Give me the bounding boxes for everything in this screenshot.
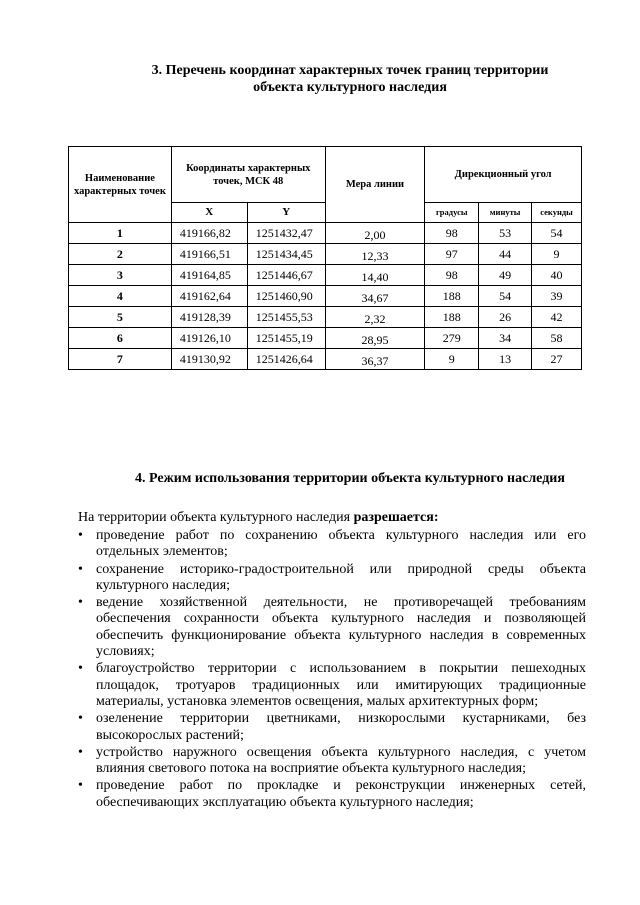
cell-point-number: 7: [69, 349, 172, 370]
cell-x: 419164,85: [171, 265, 247, 286]
cell-degrees: 188: [425, 307, 479, 328]
cell-minutes: 54: [479, 286, 532, 307]
cell-minutes: 49: [479, 265, 532, 286]
header-minutes: минуты: [479, 203, 532, 223]
cell-seconds: 42: [532, 307, 582, 328]
table-row: [69, 349, 582, 370]
cell-x: 419162,64: [171, 286, 247, 307]
intro-text: На территории объекта культурного наследия: [78, 510, 354, 525]
table-body: [69, 223, 582, 370]
header-direction: Дирекционный угол: [425, 147, 582, 203]
cell-seconds: 39: [532, 286, 582, 307]
bullet-icon: •: [78, 561, 83, 577]
cell-point-number: 1: [69, 223, 172, 244]
bullet-icon: •: [78, 744, 83, 760]
list-item: [78, 528, 586, 561]
cell-degrees: 97: [425, 244, 479, 265]
header-coords: Координаты характерных точек, МСК 48: [171, 147, 325, 203]
header-measure: Мера линии: [325, 147, 425, 223]
table-row: [69, 244, 582, 265]
cell-measure: 2,32: [325, 307, 425, 328]
header-degrees: градусы: [425, 203, 479, 223]
cell-y: 1251455,19: [247, 328, 325, 349]
section-3-title-line2: объекта культурного наследия: [253, 80, 447, 95]
cell-y: 1251455,53: [247, 307, 325, 328]
cell-minutes: 44: [479, 244, 532, 265]
coordinates-table: [68, 146, 582, 370]
list-item: [78, 562, 586, 595]
list-item: [78, 711, 586, 744]
section-4-title: 4. Режим использования территории объекта культурного наследия: [135, 471, 565, 486]
header-point-name: Наименование характерных точек: [69, 147, 172, 223]
table-row: [69, 307, 582, 328]
list-item: [78, 661, 586, 710]
bullet-icon: •: [78, 528, 83, 543]
table-row: [69, 223, 582, 244]
cell-point-number: 5: [69, 307, 172, 328]
list-item-text: озеленение территории цветниками, низкорослыми кустарниками, без высокорослых растений;: [96, 711, 586, 743]
cell-measure: 14,40: [325, 265, 425, 286]
cell-degrees: 279: [425, 328, 479, 349]
list-item: [78, 595, 586, 660]
list-item-text: проведение работ по прокладке и реконструкции инженерных сетей, обеспечивающих эксплуатацию объекта культурного наследия;: [96, 778, 586, 810]
cell-degrees: 188: [425, 286, 479, 307]
list-item-text: ведение хозяйственной деятельности, не противоречащей требованиям обеспечения сохранности объекта культурного наследия и позволяющей обеспечить функционирование объекта культурного наследия в современных условиях;: [96, 595, 586, 660]
bullet-icon: •: [78, 778, 83, 794]
table-row: [69, 328, 582, 349]
cell-seconds: 27: [532, 349, 582, 370]
cell-degrees: 98: [425, 223, 479, 244]
cell-point-number: 2: [69, 244, 172, 265]
cell-point-number: 4: [69, 286, 172, 307]
bullet-icon: •: [78, 711, 83, 727]
cell-minutes: 53: [479, 223, 532, 244]
list-item: [78, 778, 586, 811]
header-y: Y: [247, 203, 325, 223]
cell-y: 1251460,90: [247, 286, 325, 307]
cell-minutes: 13: [479, 349, 532, 370]
cell-degrees: 98: [425, 265, 479, 286]
cell-measure: 28,95: [325, 328, 425, 349]
cell-seconds: 54: [532, 223, 582, 244]
header-x: X: [171, 203, 247, 223]
cell-seconds: 58: [532, 328, 582, 349]
cell-measure: 36,37: [325, 349, 425, 370]
cell-x: 419128,39: [171, 307, 247, 328]
list-item-text: проведение работ по сохранению объекта культурного наследия или его отдельных элементов;: [96, 528, 586, 560]
list-item-text: устройство наружного освещения объекта культурного наследия, с учетом влияния светового потока на восприятие объекта культурного наследия;: [96, 744, 586, 777]
cell-measure: 34,67: [325, 286, 425, 307]
cell-y: 1251434,45: [247, 244, 325, 265]
cell-x: 419166,51: [171, 244, 247, 265]
cell-minutes: 26: [479, 307, 532, 328]
header-seconds: секунды: [532, 203, 582, 223]
list-item-text: сохранение историко-градостроительной или природной среды объекта культурного наследия;: [96, 561, 586, 593]
bullet-icon: •: [78, 595, 83, 611]
cell-y: 1251432,47: [247, 223, 325, 244]
cell-y: 1251426,64: [247, 349, 325, 370]
cell-measure: 2,00: [325, 223, 425, 244]
table-row: [69, 286, 582, 307]
cell-y: 1251446,67: [247, 265, 325, 286]
section-3-title-line1: 3. Перечень координат характерных точек границ территории: [151, 63, 549, 78]
cell-seconds: 9: [532, 244, 582, 265]
rules-list: [78, 528, 586, 812]
cell-seconds: 40: [532, 265, 582, 286]
table-row: [69, 265, 582, 286]
cell-x: 419166,82: [171, 223, 247, 244]
cell-point-number: 6: [69, 328, 172, 349]
list-item-text: благоустройство территории с использованием в покрытии пешеходных площадок, тротуаров традиционных или имитирующих традиционные материалы, установка элементов освещения, малых архитектурных форм;: [96, 661, 586, 709]
cell-point-number: 3: [69, 265, 172, 286]
section-3-title: [100, 62, 600, 96]
cell-x: 419126,10: [171, 328, 247, 349]
cell-x: 419130,92: [171, 349, 247, 370]
cell-degrees: 9: [425, 349, 479, 370]
intro-bold: разрешается:: [353, 510, 439, 525]
bullet-icon: •: [78, 661, 83, 677]
cell-minutes: 34: [479, 328, 532, 349]
cell-measure: 12,33: [325, 244, 425, 265]
list-item: [78, 745, 586, 778]
intro-paragraph: [78, 509, 439, 526]
